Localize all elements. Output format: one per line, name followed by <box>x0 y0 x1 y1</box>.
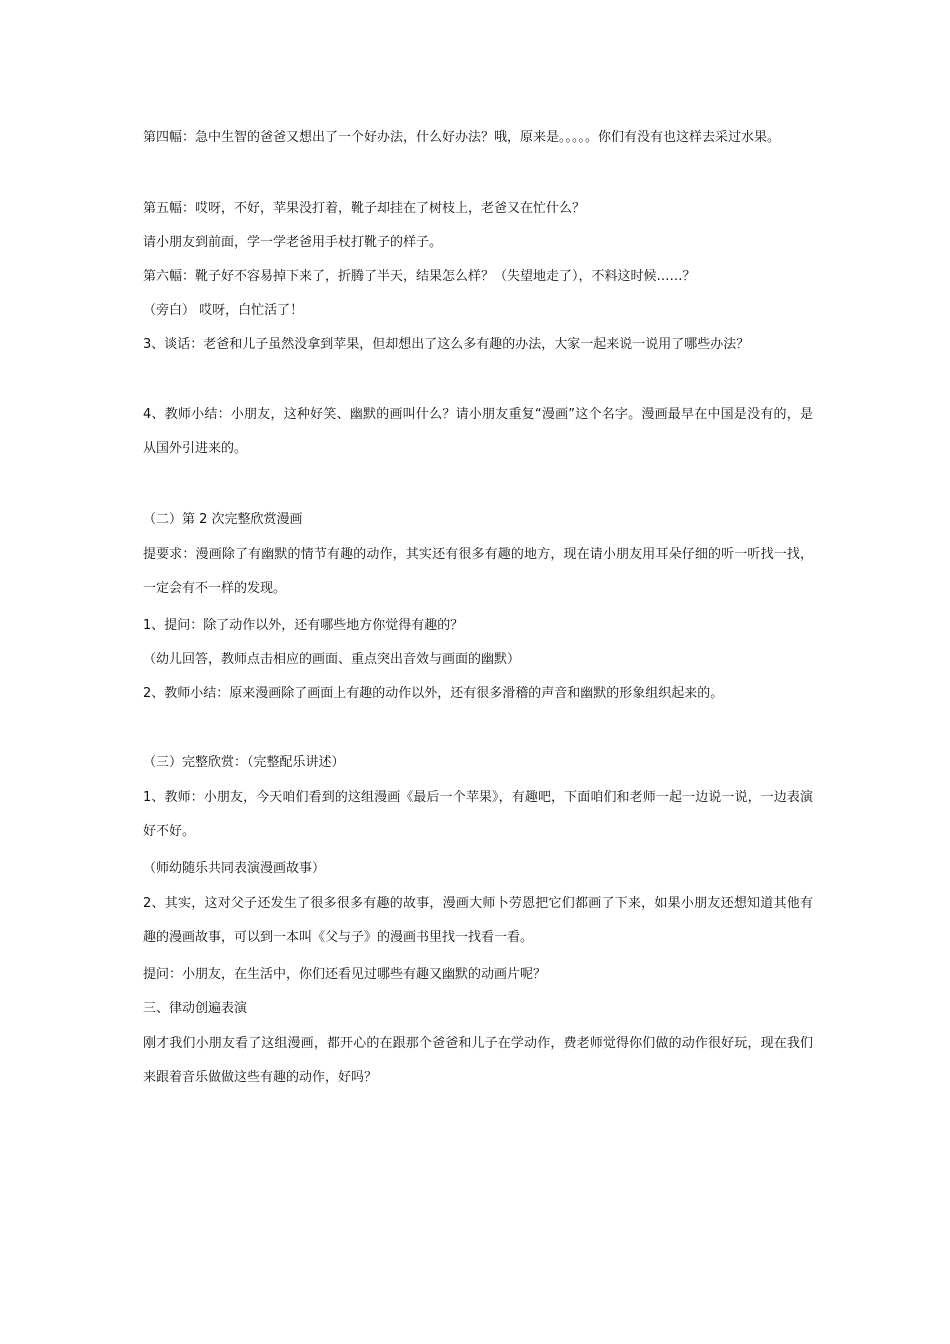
paragraph-performance: （师幼随乐共同表演漫画故事） <box>143 861 326 876</box>
paragraph-discussion: 3、谈话：老爸和儿子虽然没拿到苹果，但却想出了这么多有趣的办法，大家一起来说一说用了哪些办法？ <box>143 337 750 352</box>
paragraph-panel-4: 第四幅：急中生智的爸爸又想出了一个好办法，什么好办法？哦，原来是。。。。。你们有没有也这样去采过水果。 <box>143 130 781 145</box>
paragraph-father-son: 2、其实，这对父子还发生了很多很多有趣的故事，漫画大师卜劳恩把它们都画了下来，如果小朋友还想知道其他有趣的漫画故事，可以到一本叫《父与子》的漫画书里找一找看一看。 <box>143 896 813 945</box>
paragraph-children-answer: （幼儿回答，教师点击相应的画面、重点突出音效与画面的幽默） <box>143 652 521 667</box>
paragraph-teacher-talk: 1、教师：小朋友，今天咱们看到的这组漫画《最后一个苹果》，有趣吧，下面咱们和老师一起一边说一说，一边表演好不好。 <box>143 790 813 839</box>
section-heading-full-viewing: （三）完整欣赏：（完整配乐讲述） <box>143 755 345 770</box>
section-heading-second-viewing: （二）第 2 次完整欣赏漫画 <box>143 512 303 527</box>
paragraph-narration: （旁白） 哎呀，白忙活了！ <box>143 303 304 318</box>
paragraph-panel-6: 第六幅：靴子好不容易掉下来了，折腾了半天，结果怎么样？（失望地走了），不料这时候……？ <box>143 269 696 284</box>
paragraph-rhythm-intro: 刚才我们小朋友看了这组漫画，都开心的在跟那个爸爸和儿子在学动作，费老师觉得你们做的动作很好玩，现在我们来跟着音乐做做这些有趣的动作，好吗？ <box>143 1036 813 1085</box>
paragraph-requirement: 提要求：漫画除了有幽默的情节有趣的动作，其实还有很多有趣的地方，现在请小朋友用耳朵仔细的听一听找一找，一定会有不一样的发现。 <box>143 547 813 596</box>
section-heading-rhythm: 三、律动创遍表演 <box>143 1001 248 1016</box>
paragraph-instruction: 请小朋友到前面，学一学老爸用手杖打靴子的样子。 <box>143 235 443 250</box>
paragraph-question: 1、提问：除了动作以外，还有哪些地方你觉得有趣的？ <box>143 618 464 633</box>
paragraph-question-2: 提问：小朋友，在生活中，你们还看见过哪些有趣又幽默的动画片呢？ <box>143 967 547 982</box>
paragraph-teacher-summary: 4、教师小结：小朋友，这种好笑、幽默的画叫什么？请小朋友重复“漫画”这个名字。漫画最早在中国是没有的，是从国外引进来的。 <box>143 407 813 456</box>
paragraph-panel-5: 第五幅：哎呀，不好，苹果没打着，靴子却挂在了树枝上，老爸又在忙什么？ <box>143 201 586 216</box>
paragraph-teacher-summary-2: 2、教师小结：原来漫画除了画面上有趣的动作以外，还有很多滑稽的声音和幽默的形象组织起来的。 <box>143 686 724 701</box>
